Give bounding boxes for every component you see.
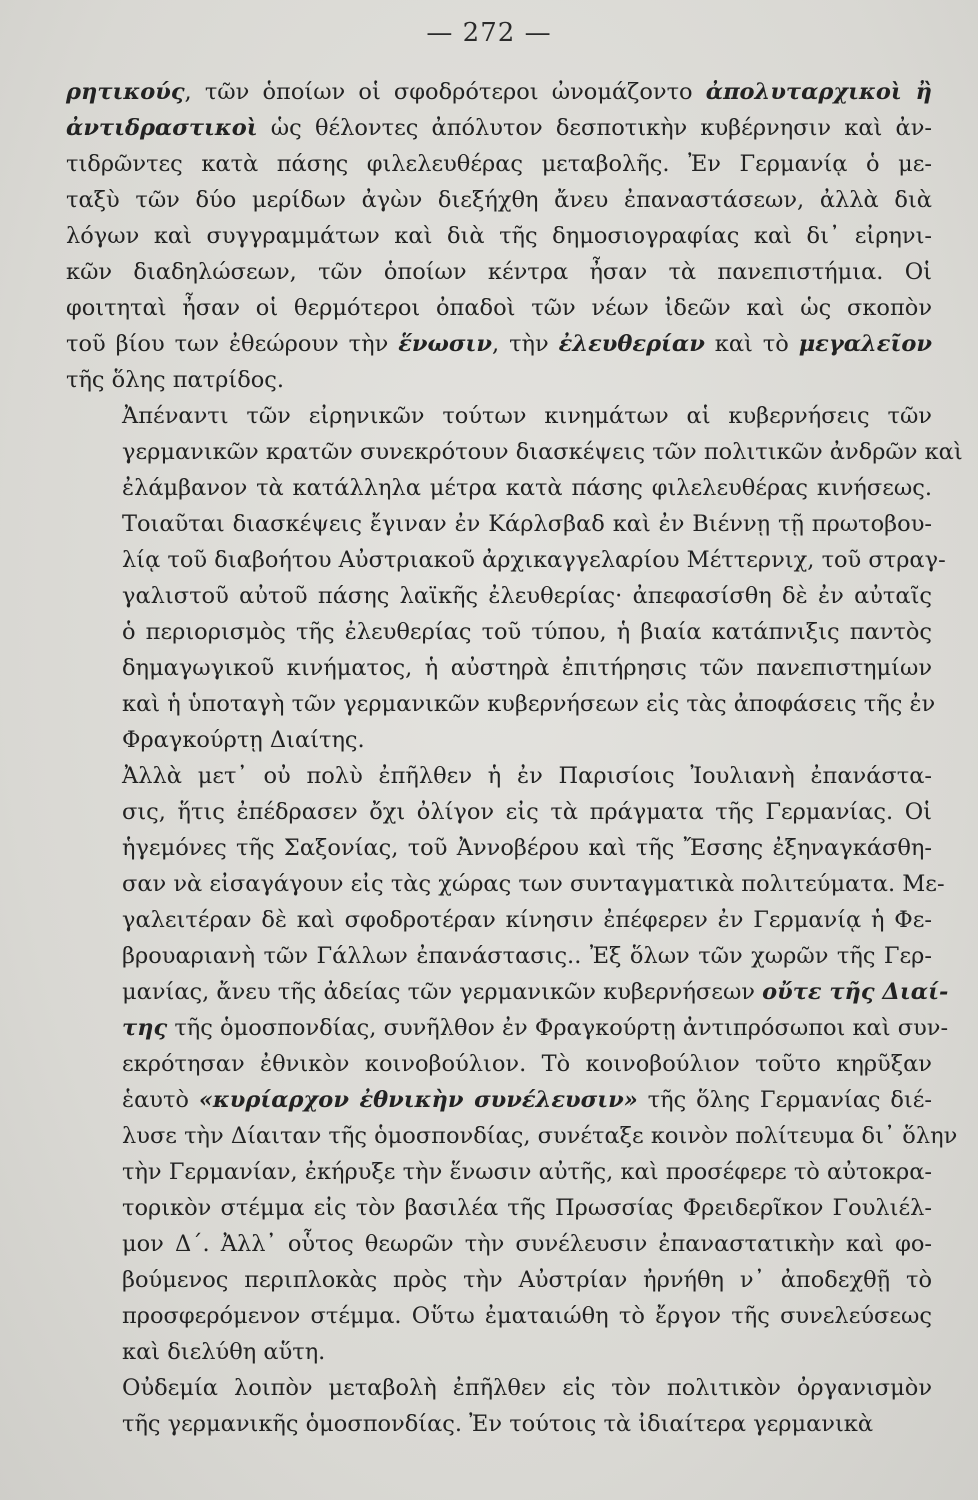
text-line: [66, 470, 932, 506]
text-segment: ταξὺ τῶν δύο μερίδων ἀγὼν διεξήχθη ἄνευ ἐπαναστάσεων, ἀλλὰ διὰ: [66, 187, 932, 213]
text-line: [66, 1082, 932, 1118]
paragraph: [66, 1370, 932, 1442]
text-line: [66, 146, 932, 182]
text-segment: Οὐδεμία λοιπὸν μεταβολὴ ἐπῆλθεν εἰς τὸν πολιτικὸν ὀργανισμὸν: [122, 1375, 932, 1401]
text-line: [66, 1406, 932, 1442]
text-segment: ὁ περιορισμὸς τῆς ἐλευθερίας τοῦ τύπου, ἡ βιαία κατάπνιξις παντὸς: [122, 619, 932, 645]
text-line: [66, 326, 932, 362]
text-segment: γερμανικῶν κρατῶν συνεκρότουν διασκέψεις τῶν πολιτικῶν ἀνδρῶν καὶ: [122, 439, 963, 465]
text-segment: γαλειτέραν δὲ καὶ σφοδροτέραν κίνησιν ἐπέφερεν ἐν Γερμανίᾳ ἡ Φε-: [122, 907, 932, 933]
text-segment: τῆς γερμανικῆς ὁμοσπονδίας. Ἐν τούτοις τὰ ἰδιαίτερα γερμανικὰ: [122, 1411, 874, 1437]
text-line: [66, 290, 932, 326]
page-number: — 272 —: [426, 18, 552, 48]
text-segment: , τῶν ὁποίων οἱ σφοδρότεροι ὠνομάζοντο: [184, 79, 706, 105]
text-line: [66, 1370, 932, 1406]
text-line: [66, 578, 932, 614]
text-segment: ἐλάμβανον τὰ κατάλληλα μέτρα κατὰ πάσης φιλελευθέρας κινήσεως.: [122, 475, 932, 501]
text-line: [66, 1226, 932, 1262]
emphasized-text: ἕνωσιν: [398, 331, 493, 357]
text-line: [66, 1010, 949, 1046]
emphasized-text: μεγαλεῖον: [798, 331, 932, 357]
text-line: [66, 902, 932, 938]
text-segment: Ἀλλὰ μετ᾿ οὐ πολὺ ἐπῆλθεν ἡ ἐν Παρισίοις Ἰουλιανὴ ἐπανάστα-: [122, 763, 932, 789]
text-segment: εκρότησαν ἐθνικὸν κοινοβούλιον. Τὸ κοινοβούλιον τοῦτο κηρῦξαν: [122, 1051, 932, 1077]
text-segment: τῆς ὅλης Γερμανίας διέ-: [637, 1087, 933, 1113]
text-line: [66, 794, 932, 830]
text-segment: καὶ τὸ: [704, 331, 799, 357]
text-line: [66, 722, 932, 758]
text-line: [66, 1118, 958, 1154]
text-segment: καὶ ἡ ὑποταγὴ τῶν γερμανικῶν κυβερνήσεων εἰς τὰς ἀποφάσεις τῆς ἐν: [122, 691, 936, 717]
text-segment: προσφερόμενον στέμμα. Οὕτω ἐματαιώθη τὸ ἔργον τῆς συνελεύσεως: [122, 1303, 932, 1329]
emphasized-text: της: [122, 1015, 168, 1041]
text-line: [66, 974, 949, 1010]
emphasized-text: ρητικούς: [66, 79, 185, 105]
text-segment: Τοιαῦται διασκέψεις ἔγιναν ἐν Κάρλσβαδ καὶ ἐν Βιέννῃ τῇ πρωτοβου-: [122, 511, 932, 537]
text-line: [66, 254, 932, 290]
text-segment: σαν νὰ εἰσαγάγουν εἰς τὰς χώρας των συνταγματικὰ πολιτεύματα. Με-: [122, 871, 945, 897]
text-segment: ὡς θέλοντες ἀπόλυτον δεσποτικὴν κυβέρνησιν καὶ ἀν-: [257, 115, 932, 141]
text-line: [66, 686, 936, 722]
text-segment: ἑαυτὸ: [122, 1087, 199, 1113]
text-segment: λόγων καὶ συγγραμμάτων καὶ διὰ τῆς δημοσιογραφίας καὶ δι᾿ εἰρηνι-: [66, 223, 932, 249]
text-line: [66, 650, 932, 686]
text-line: [66, 938, 932, 974]
text-segment: τιδρῶντες κατὰ πάσης φιλελευθέρας μεταβολῆς. Ἐν Γερμανίᾳ ὁ με-: [66, 151, 932, 177]
text-segment: φοιτηταὶ ἦσαν οἱ θερμότεροι ὀπαδοὶ τῶν νέων ἰδεῶν καὶ ὡς σκοπὸν: [66, 295, 932, 321]
text-line: [66, 1154, 932, 1190]
text-segment: καὶ διελύθη αὕτη.: [122, 1339, 326, 1365]
text-segment: κῶν διαδηλώσεων, τῶν ὁποίων κέντρα ἦσαν τὰ πανεπιστήμια. Οἱ: [66, 259, 932, 285]
text-segment: βούμενος περιπλοκὰς πρὸς τὴν Αὐστρίαν ἠρνήθη ν᾿ ἀποδεχθῇ τὸ: [122, 1267, 932, 1293]
paragraph: [66, 74, 932, 398]
emphasized-text: οὔτε τῆς Διαί-: [762, 979, 949, 1005]
text-line: [66, 218, 932, 254]
text-line: [66, 506, 932, 542]
text-segment: μανίας, ἄνευ τῆς ἀδείας τῶν γερμανικῶν κυβερνήσεων: [122, 979, 763, 1005]
text-segment: ἡγεμόνες τῆς Σαξονίας, τοῦ Ἀννοβέρου καὶ τῆς Ἔσσης ἐξηναγκάσθη-: [122, 835, 932, 861]
text-line: [66, 758, 932, 794]
body-text: [66, 74, 963, 1442]
paragraph: [66, 758, 958, 1370]
text-line: [66, 542, 946, 578]
text-segment: βρουαριανὴ τῶν Γάλλων ἐπανάστασις.. Ἐξ ὅλων τῶν χωρῶν τῆς Γερ-: [122, 943, 932, 969]
text-segment: τορικὸν στέμμα εἰς τὸν βασιλέα τῆς Πρωσσίας Φρειδερῖκον Γουλιέλ-: [122, 1195, 932, 1221]
text-segment: σις, ἥτις ἐπέδρασεν ὄχι ὀλίγον εἰς τὰ πράγματα τῆς Γερμανίας. Οἱ: [122, 799, 932, 825]
paragraph: [66, 398, 963, 758]
text-segment: Φραγκούρτῃ Διαίτης.: [122, 727, 365, 753]
text-segment: τῆς ὁμοσπονδίας, συνῆλθον ἐν Φραγκούρτῃ ἀντιπρόσωποι καὶ συν-: [167, 1015, 949, 1041]
emphasized-text: ἀπολυταρχικοὶ ἢ: [705, 79, 932, 105]
text-segment: δημαγωγικοῦ κινήματος, ἡ αὐστηρὰ ἐπιτήρησις τῶν πανεπιστημίων: [122, 655, 932, 681]
text-line: [66, 1262, 932, 1298]
text-segment: λυσε τὴν Δίαιταν τῆς ὁμοσπονδίας, συνέταξε κοινὸν πολίτευμα δι᾿ ὅλην: [122, 1123, 958, 1149]
text-line: [66, 110, 932, 146]
text-segment: μον Δ΄. Ἀλλ᾿ οὗτος θεωρῶν τὴν συνέλευσιν ἐπαναστατικὴν καὶ φο-: [122, 1231, 932, 1257]
text-line: [66, 614, 932, 650]
text-segment: τῆς ὅλης πατρίδος.: [66, 367, 285, 393]
text-line: [66, 182, 932, 218]
text-line: [66, 1190, 932, 1226]
emphasized-text: ἐλευθερίαν: [558, 331, 705, 357]
text-line: [66, 1046, 932, 1082]
emphasized-text: «κυρίαρχον ἐθνικὴν συνέλευσιν»: [198, 1087, 638, 1113]
text-line: [66, 830, 932, 866]
text-line: [66, 434, 963, 470]
text-segment: τοῦ βίου των ἐθεώρουν τὴν: [66, 331, 399, 357]
text-segment: λίᾳ τοῦ διαβοήτου Αὐστριακοῦ ἀρχικαγγελαρίου Μέττερνιχ, τοῦ στραγ-: [122, 547, 946, 573]
text-segment: , τὴν: [492, 331, 559, 357]
text-line: [66, 398, 932, 434]
text-line: [66, 866, 945, 902]
text-segment: γαλιστοῦ αὐτοῦ πάσης λαϊκῆς ἐλευθερίας· ἀπεφασίσθη δὲ ἐν αὐταῖς: [122, 583, 932, 609]
text-line: [66, 74, 932, 110]
text-segment: Ἀπέναντι τῶν εἰρηνικῶν τούτων κινημάτων αἱ κυβερνήσεις τῶν: [122, 403, 932, 429]
text-line: [66, 1298, 932, 1334]
text-segment: τὴν Γερμανίαν, ἐκήρυξε τὴν ἕνωσιν αὐτῆς, καὶ προσέφερε τὸ αὐτοκρα-: [122, 1159, 932, 1185]
text-line: [66, 362, 932, 398]
text-line: [66, 1334, 932, 1370]
emphasized-text: ἀντιδραστικοὶ: [66, 115, 258, 141]
